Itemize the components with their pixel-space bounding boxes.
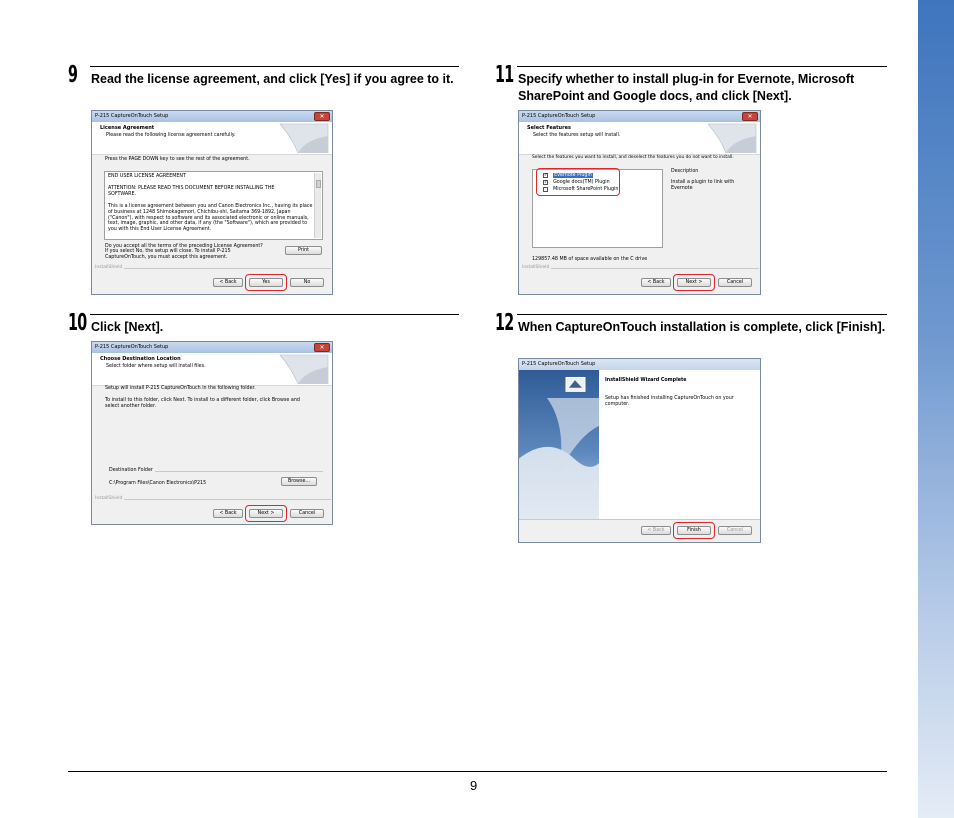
- finish-button[interactable]: Finish: [677, 526, 711, 535]
- license-line-title: END USER LICENSE AGREEMENT: [108, 174, 186, 179]
- footer-rule: [68, 771, 887, 772]
- checkbox-checked-icon[interactable]: ✓: [544, 173, 548, 178]
- description-text: Install a plugin to link with Evernote: [671, 180, 735, 192]
- cancel-button[interactable]: Cancel: [718, 278, 752, 287]
- feature-label: Google docs(TM) Plugin: [553, 180, 610, 185]
- back-button[interactable]: < Back: [213, 509, 243, 518]
- complete-panel: [599, 370, 760, 519]
- step-number: 11: [495, 62, 514, 88]
- dialog-title: P-215 CaptureOnTouch Setup: [95, 344, 169, 350]
- dialog-header: [92, 122, 332, 155]
- dialog-title: P-215 CaptureOnTouch Setup: [522, 361, 596, 367]
- highlight-next: [673, 274, 715, 291]
- header-title: Select Features: [527, 125, 571, 131]
- step-instruction: When CaptureOnTouch installation is complete, click [Finish].: [518, 320, 886, 334]
- dialog-title: P-215 CaptureOnTouch Setup: [95, 113, 169, 119]
- features-prompt: Select the features you want to install, and deselect the features you do not want to install.: [532, 155, 734, 160]
- dialog-titlebar: [519, 111, 760, 122]
- destination-folder-label: Destination Folder: [109, 468, 153, 473]
- installshield-label: InstallShield: [522, 265, 550, 270]
- dest-group-line: [147, 471, 323, 472]
- step-rule: [90, 66, 459, 67]
- destination-path: C:\Program Files\Canon Electronics\P215: [109, 481, 207, 486]
- complete-heading: InstallShield Wizard Complete: [605, 378, 687, 383]
- back-button[interactable]: < Back: [641, 278, 671, 287]
- close-icon[interactable]: ✕: [314, 112, 330, 121]
- dialog-header: [92, 353, 332, 386]
- description-title: Description: [671, 169, 699, 174]
- dialog-titlebar: [92, 342, 332, 353]
- back-button[interactable]: < Back: [641, 526, 671, 535]
- step-rule: [517, 66, 887, 67]
- next-button[interactable]: Next >: [249, 509, 283, 518]
- header-subtitle: Please read the following license agreement carefully.: [106, 133, 236, 138]
- step-rule: [90, 314, 459, 315]
- license-dialog: [91, 110, 333, 295]
- cancel-button[interactable]: Cancel: [290, 509, 324, 518]
- installshield-label: InstallShield: [95, 496, 123, 501]
- license-text-box[interactable]: [104, 171, 323, 240]
- side-color-bar: [918, 0, 954, 818]
- license-line-attention: ATTENTION: PLEASE READ THIS DOCUMENT BEFORE INSTALLING THE SOFTWARE.: [108, 186, 275, 198]
- back-button[interactable]: < Back: [213, 278, 243, 287]
- dialog-title: P-215 CaptureOnTouch Setup: [522, 113, 596, 119]
- step-number: 9: [68, 62, 78, 88]
- step-rule: [517, 314, 887, 315]
- page-curl-icon: [272, 122, 330, 155]
- features-dialog: [518, 110, 761, 295]
- dialog-titlebar: [92, 111, 332, 122]
- destination-dialog: [91, 341, 333, 525]
- complete-body: Setup has finished installing CaptureOnTouch on your computer.: [605, 396, 734, 408]
- page-curl-icon: [700, 122, 758, 155]
- install-folder-instructions: To install to this folder, click Next. To install to a different folder, click Browse and select another folder.: [105, 398, 300, 410]
- header-title: Choose Destination Location: [100, 356, 181, 362]
- footer-separator: [95, 268, 331, 269]
- footer-separator: [519, 519, 761, 520]
- disk-space: 129857.48 MB of space available on the C drive: [532, 257, 648, 262]
- highlight-next: [245, 505, 287, 522]
- header-subtitle: Select the features setup will install.: [533, 133, 621, 138]
- cancel-button[interactable]: Cancel: [718, 526, 752, 535]
- next-button[interactable]: Next >: [677, 278, 711, 287]
- step-number: 12: [495, 310, 514, 336]
- feature-label: Microsoft SharePoint Plugin: [553, 187, 619, 192]
- license-line-body: This is a license agreement between you and Canon Electronics Inc., having its place of business at 1248 Shimokagemori, Chichibu-shi, Saitama 369-1892, Japan ("Canon"), with respect to software and its associated electronic or online manuals, text, image, graphic, and other data, if any (the "Software"), which are provided to you with this End User License Agreement.: [108, 204, 313, 233]
- step-instruction: Read the license agreement, and click [Yes] if you agree to it.: [91, 72, 454, 86]
- installshield-label: InstallShield: [95, 265, 123, 270]
- wizard-banner-graphic: [519, 370, 599, 519]
- license-prompt: Press the PAGE DOWN key to see the rest of the agreement.: [105, 157, 250, 162]
- complete-dialog: [518, 358, 761, 543]
- highlight-yes: [245, 274, 287, 291]
- install-folder-line: Setup will install P-215 CaptureOnTouch in the following folder.: [105, 386, 256, 391]
- page-number: 9: [470, 778, 478, 793]
- footer-separator: [95, 499, 331, 500]
- step-instruction: Specify whether to install plug-in for Evernote, Microsoft SharePoint and Google docs, and click [Next].: [518, 72, 855, 103]
- highlight-finish: [673, 522, 715, 539]
- checkbox-checked-icon[interactable]: ✓: [544, 180, 548, 185]
- close-icon[interactable]: ✕: [742, 112, 758, 121]
- page-curl-icon: [272, 353, 330, 386]
- feature-label: Evernote Plugin: [554, 173, 592, 178]
- header-subtitle: Select folder where setup will install files.: [106, 364, 206, 369]
- accept-question: Do you accept all the terms of the preceding License Agreement? If you select No, the setup will close. To install P-215 CaptureOnTouch, you must accept this agreement.: [105, 244, 263, 260]
- license-scrollbar[interactable]: [314, 173, 321, 238]
- no-button[interactable]: No: [290, 278, 324, 287]
- dialog-header: [519, 122, 760, 155]
- footer-separator: [522, 268, 759, 269]
- highlight-features: [536, 168, 620, 196]
- dialog-titlebar: [519, 359, 760, 370]
- header-title: License Agreement: [100, 125, 155, 131]
- step-instruction: Click [Next].: [91, 320, 164, 334]
- browse-button[interactable]: Browse...: [281, 477, 317, 486]
- close-icon[interactable]: ✕: [314, 343, 330, 352]
- scrollbar-thumb[interactable]: [316, 180, 321, 188]
- step-number: 10: [68, 310, 87, 336]
- print-button[interactable]: Print: [285, 246, 322, 255]
- yes-button[interactable]: Yes: [249, 278, 283, 287]
